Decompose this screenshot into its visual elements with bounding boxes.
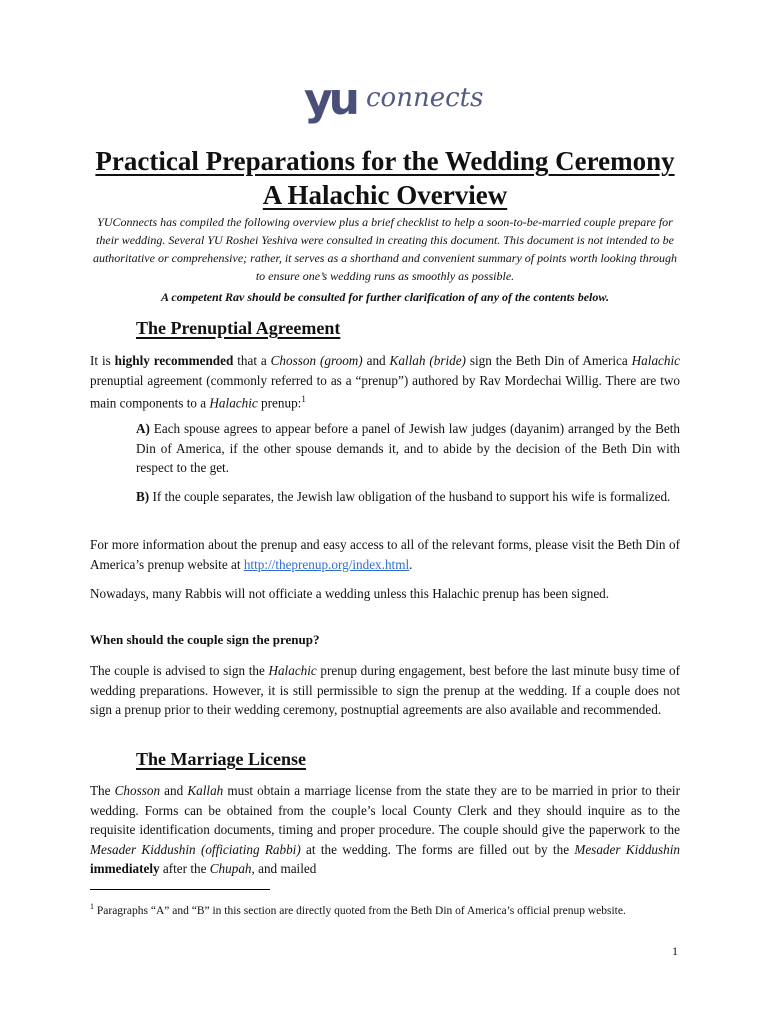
- logo-connects: connects: [366, 83, 484, 113]
- yuconnects-logo: [304, 74, 484, 130]
- logo-yu: yu: [304, 74, 357, 125]
- prenup-paragraph-2: For more information about the prenup and easy access to all of the relevant forms, please visit the Beth Din of America’s prenup website at http://theprenup.org/index.html.: [90, 537, 680, 572]
- license-paragraph-1: The Chosson and Kallah must obtain a marriage license from the state they are to be married in prior to their wedding. Forms can be obtained from the couple’s local County Clerk and they should inquire as to the requisite identification documents, timing and proper procedure. The couple should give the paperwork to the Mesader Kiddushin (officiating Rabbi) at the wedding. The forms are filled out by the Mesader Kiddushin immediately after the Chupah, and mailed: [90, 783, 680, 876]
- title-line-1: Practical Preparations for the Wedding Ceremony: [95, 146, 675, 176]
- prenup-paragraph-1: It is highly recommended that a Chosson (groom) and Kallah (bride) sign the Beth Din of America Halachic prenuptial agreement (commonly referred to as a “prenup”) authored by Rav Mordechai Willig. There are two main components to a Halachic prenup:$^1$: [90, 353, 680, 411]
- footnote-divider: [90, 889, 270, 890]
- prenup-item-b: B) If the couple separates, the Jewish law obligation of the husband to support his wife is formalized.: [136, 489, 671, 504]
- prenup-paragraph-3: Nowadays, many Rabbis will not officiate a wedding unless this Halachic prenup has been signed.: [90, 586, 610, 601]
- footnote: $^1$ Paragraphs “A” and “B” in this section are directly quoted from the Beth Din of America’s official prenup website.: [90, 902, 626, 917]
- prenup-subheading: When should the couple sign the prenup?: [90, 632, 320, 647]
- license-heading: The Marriage License: [136, 749, 306, 769]
- footnote-ref: 1: [301, 394, 306, 404]
- title-line-2: A Halachic Overview: [262, 180, 508, 210]
- page-number: 1: [672, 944, 678, 958]
- intro-note: A competent Rav should be consulted for further clarification of any of the contents below.: [161, 290, 609, 304]
- intro-paragraph: YUConnects has compiled the following overview plus a brief checklist to help a soon-to-be-married couple prepare for their wedding. Several YU Roshei Yeshiva were consulted in creating this document. This document is not intended to be authoritative or comprehensive; rather, it serves as a shorthand and convenient summary of points worth looking through to ensure one’s wedding runs as smoothly as possible.: [92, 215, 678, 283]
- prenup-website-link[interactable]: http://theprenup.org/index.html: [243, 556, 410, 572]
- prenup-item-a: A) Each spouse agrees to appear before a panel of Jewish law judges (dayanim) arranged by the Beth Din of America, if the other spouse demands it, and to abide by the decision of the Beth Din with respect to the get.: [136, 421, 680, 475]
- prenup-paragraph-4: The couple is advised to sign the Halachic prenup during engagement, best before the last minute busy time of wedding preparations. However, it is still permissible to sign the prenup at the wedding. If a couple does not sign a prenup prior to their wedding ceremony, postnuptial agreements are also available and recommended.: [90, 663, 680, 717]
- prenup-heading: The Prenuptial Agreement: [136, 318, 341, 338]
